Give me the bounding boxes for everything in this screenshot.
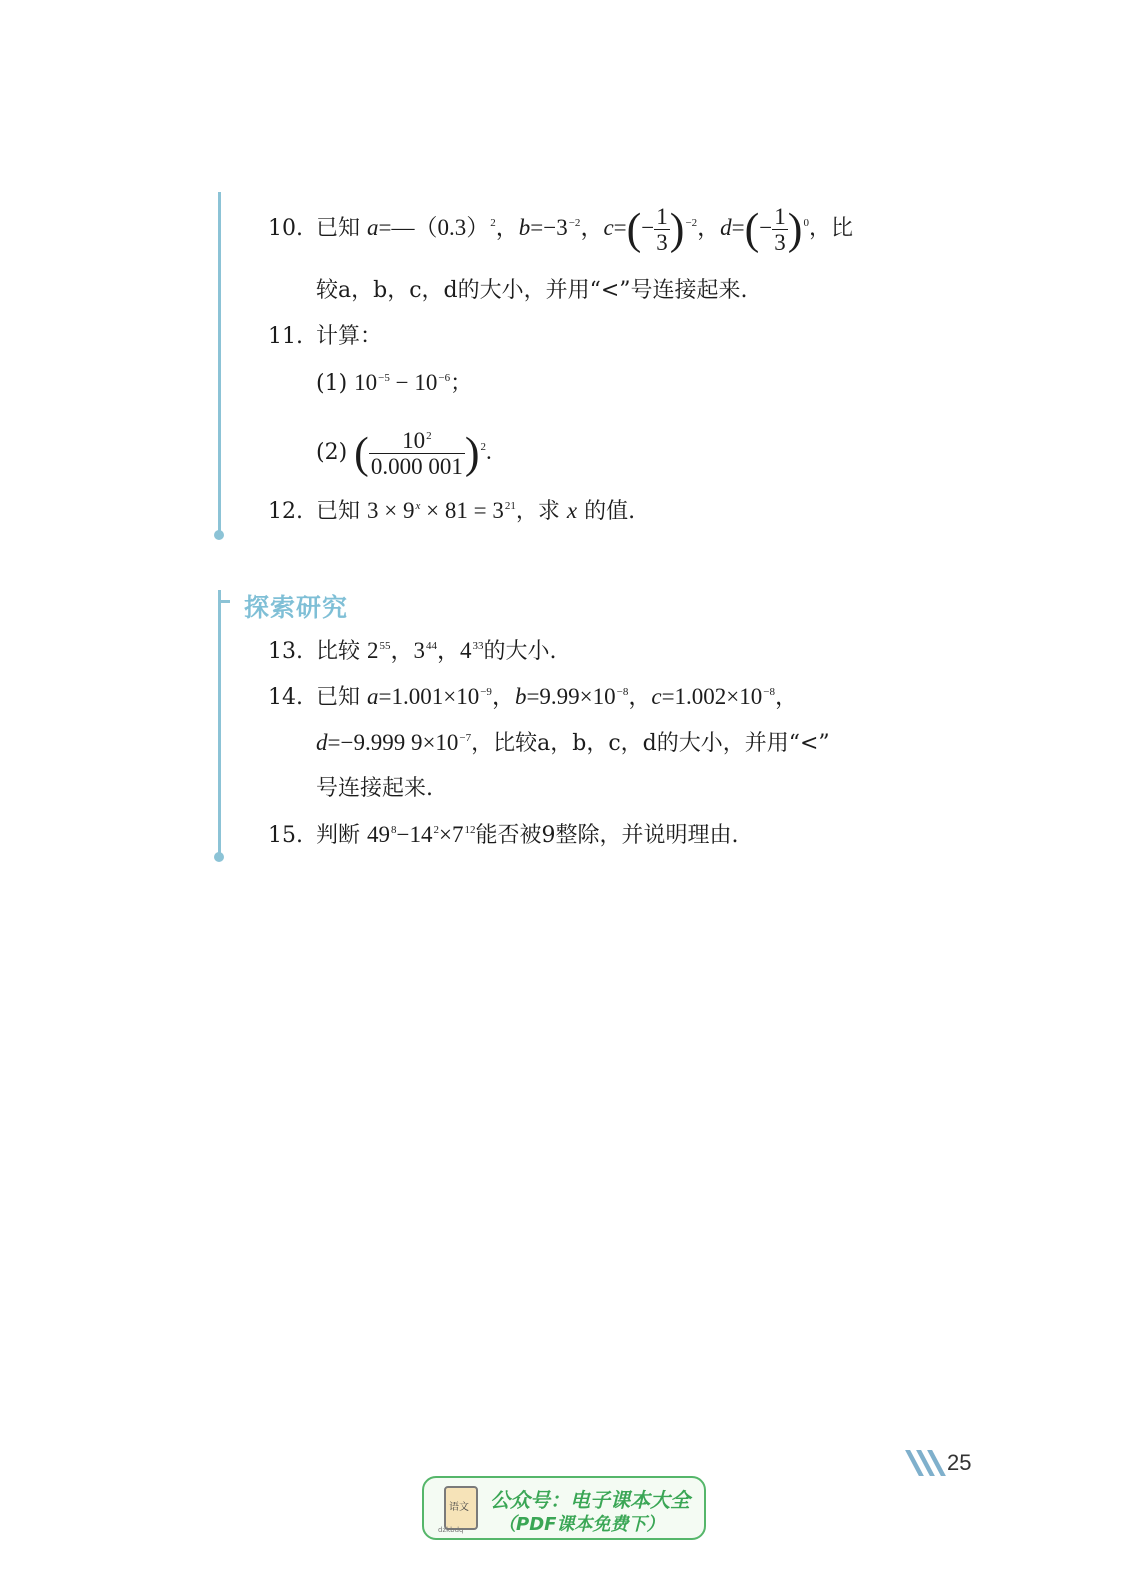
- question-11-part-1: (1) $10^{-5} - 10^{-6}$；: [316, 370, 473, 396]
- margin-rule-top: [218, 192, 221, 534]
- fraction: $\frac{1}{3}$: [774, 204, 786, 256]
- page-number: 25: [912, 1448, 971, 1478]
- fraction: $\frac{10^2}{0.000 001}$: [370, 428, 463, 480]
- badge-line-2: （PDF课本免费下）: [498, 1514, 665, 1535]
- question-11: 11. 计算：: [268, 322, 382, 352]
- question-number: 15.: [268, 823, 303, 848]
- book-icon: 语文: [444, 1486, 478, 1530]
- question-number: 12.: [268, 499, 303, 524]
- margin-dot-top: [214, 530, 224, 540]
- question-10-line2: 较a，b，c，d的大小，并用“<”号连接起来.: [316, 278, 748, 303]
- margin-dot-bottom: [214, 852, 224, 862]
- section-heading: 探索研究: [244, 593, 349, 622]
- question-11-part-2: (2) ( $\frac{10^2}{0.000 001}$ )$^2$.: [316, 428, 492, 480]
- heading-tick: [218, 600, 230, 603]
- question-15: 15. 判断 $49^8-14^2\times 7^{12}$能否被9整除，并说明理由.: [268, 820, 738, 851]
- question-14: 14. 已知 $a=1.001\times 10^{-9}$，$b=9.99\times 10^{-8}$，$c=1.002\times 10^{-8}$，: [268, 682, 798, 713]
- question-number: 13.: [268, 639, 303, 664]
- question-number: 11.: [268, 324, 303, 349]
- question-number: 10.: [268, 216, 303, 242]
- question-10: 10. 已知 $a=—(0.3)^2$，$b=-3^{-2}$，c=(− $\frac{1}{3}$ )$^{-2}$，d=(− $\frac{1}{3}$ )$^0$，比: [268, 204, 853, 256]
- question-number: 14.: [268, 685, 303, 710]
- question-14-line2: d=−9.999 $9\times 10^{-7}$，比较a，b，c，d的大小，并用“<”: [316, 730, 830, 756]
- fraction: $\frac{1}{3}$: [656, 204, 668, 256]
- question-12: 12. 已知 $3 \times 9^x \times 81 = 3^{21}$，求 x 的值.: [268, 496, 635, 527]
- question-13: 13. 比较 $2^{55}$，$3^{44}$，$4^{33}$的大小.: [268, 636, 557, 667]
- margin-rule-bottom: [218, 590, 221, 856]
- badge-line-1: 公众号：电子课本大全: [490, 1488, 690, 1512]
- question-14-line3: 号连接起来.: [316, 776, 433, 801]
- watermark-badge: 语文 dzkbdq 公众号：电子课本大全 （PDF课本免费下）: [422, 1476, 706, 1540]
